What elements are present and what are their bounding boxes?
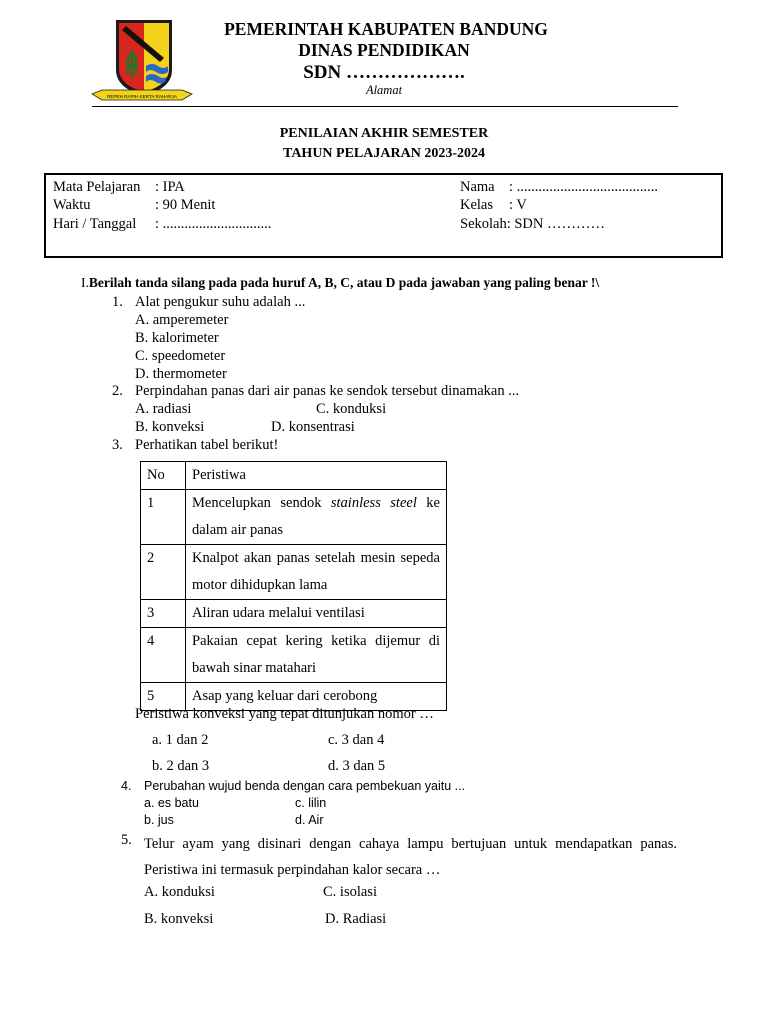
row-number: 1 xyxy=(141,490,186,545)
q1-option-d: D. thermometer xyxy=(135,366,227,382)
q2-option-d: D. konsentrasi xyxy=(271,419,355,435)
row-event: Knalpot akan panas setelah mesin sepeda motor dihidupkan lama xyxy=(186,545,447,600)
table-row xyxy=(141,545,447,600)
q2-text: Perpindahan panas dari air panas ke sendok tersebut dinamakan ... xyxy=(135,383,520,399)
row-event: Mencelupkan sendok stainless steel ke dalam air panas xyxy=(186,490,447,545)
q3-option-b: b. 2 dan 3 xyxy=(152,758,210,774)
name-label: Nama xyxy=(460,179,495,195)
address: Alamat xyxy=(365,83,403,97)
q2-number: 2. xyxy=(112,383,123,399)
department-title: DINAS PENDIDIKAN xyxy=(298,40,470,60)
q3-option-c: c. 3 dan 4 xyxy=(328,732,385,748)
class-label: Kelas xyxy=(460,197,494,213)
q2-option-c: C. konduksi xyxy=(316,401,387,417)
q2-option-b: B. konveksi xyxy=(135,419,205,435)
q3-option-a: a. 1 dan 2 xyxy=(152,732,209,748)
row-number: 3 xyxy=(141,600,186,628)
row-event: Pakaian cepat kering ketika dijemur di bawah sinar matahari xyxy=(186,628,447,683)
time-value: : 90 Menit xyxy=(155,197,216,213)
exam-year: TAHUN PELAJARAN 2023-2024 xyxy=(283,146,485,161)
section-instruction xyxy=(81,275,599,291)
government-title: PEMERINTAH KABUPATEN BANDUNG xyxy=(224,19,548,39)
q1-number: 1. xyxy=(112,294,123,310)
row-number: 4 xyxy=(141,628,186,683)
q4-option-c: c. lilin xyxy=(295,796,327,810)
row-number: 5 xyxy=(141,683,186,711)
q5-text: Telur ayam yang disinari dengan cahaya lampu bertujuan untuk mendapatkan panas. Peristiwa ini termasuk perpindahan kalor secara … xyxy=(144,836,677,878)
q3-question: Peristiwa konveksi yang tepat ditunjukan nomor … xyxy=(135,706,434,722)
q1-option-c: C. speedometer xyxy=(135,348,226,364)
date-label: Hari / Tanggal xyxy=(53,216,137,232)
q4-text: Perubahan wujud benda dengan cara pembekuan yaitu ... xyxy=(144,779,466,793)
q2-option-a: A. radiasi xyxy=(135,401,192,417)
q1-text: Alat pengukur suhu adalah ... xyxy=(135,294,306,310)
date-value: : .............................. xyxy=(155,216,272,232)
section-numeral: I. xyxy=(81,275,89,290)
table-row xyxy=(141,490,447,545)
q5-option-d: D. Radiasi xyxy=(325,911,387,927)
col-no-header: No xyxy=(141,462,186,490)
q3-option-d: d. 3 dan 5 xyxy=(328,758,386,774)
row-event: Aliran udara melalui ventilasi xyxy=(186,600,447,628)
table-header-row xyxy=(141,462,447,490)
q1-option-b: B. kalorimeter xyxy=(135,330,219,346)
name-value: : ....................................... xyxy=(509,179,659,195)
subject-label: Mata Pelajaran xyxy=(53,179,141,195)
col-event-header: Peristiwa xyxy=(186,462,447,490)
school-field: Sekolah: SDN ………… xyxy=(460,216,605,232)
events-table xyxy=(140,461,447,711)
q1-option-a: A. amperemeter xyxy=(135,312,229,328)
subject-value: : IPA xyxy=(155,179,185,195)
q5-option-a: A. konduksi xyxy=(144,884,215,900)
row-event: Asap yang keluar dari cerobong xyxy=(186,683,447,711)
instruction-text: Berilah tanda silang pada pada huruf A, B, C, atau D pada jawaban yang paling benar !\ xyxy=(88,275,600,290)
q4-number: 4. xyxy=(121,779,132,793)
q5-number: 5. xyxy=(121,832,132,848)
time-label: Waktu xyxy=(53,197,91,213)
q5-option-b: B. konveksi xyxy=(144,911,214,927)
exam-title: PENILAIAN AKHIR SEMESTER xyxy=(279,126,489,141)
q3-number: 3. xyxy=(112,437,123,453)
q4-option-d: d. Air xyxy=(295,813,324,827)
svg-text:REPEH RAPIH KERTA RAHARJA: REPEH RAPIH KERTA RAHARJA xyxy=(107,94,177,99)
q4-option-a: a. es batu xyxy=(144,796,199,810)
q3-text: Perhatikan tabel berikut! xyxy=(135,437,279,453)
header-divider xyxy=(92,106,678,107)
q4-option-b: b. jus xyxy=(144,813,174,827)
school-name: SDN ………………. xyxy=(303,62,465,83)
class-value: : V xyxy=(509,197,527,213)
row-number: 2 xyxy=(141,545,186,600)
table-row xyxy=(141,600,447,628)
q5-option-c: C. isolasi xyxy=(323,884,377,900)
table-row xyxy=(141,628,447,683)
